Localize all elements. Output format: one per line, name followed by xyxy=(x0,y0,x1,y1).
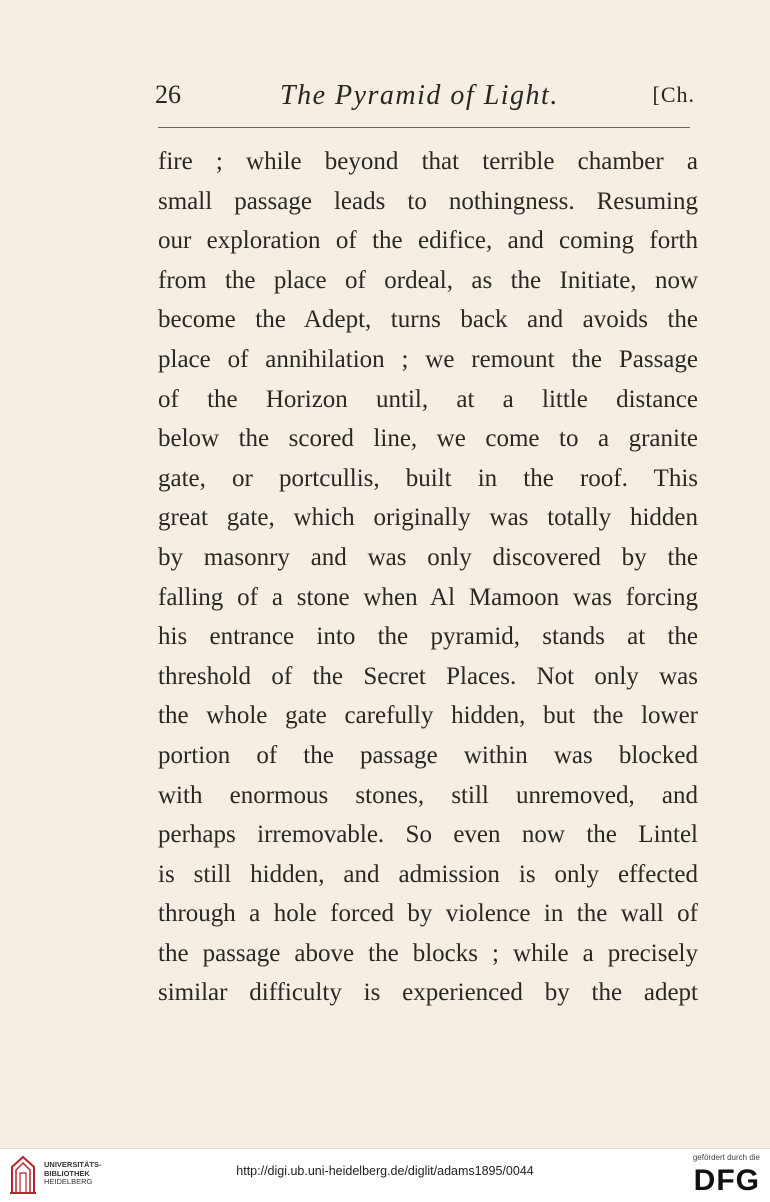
page-number: 26 xyxy=(155,80,181,109)
funded-by-label: gefördert durch die xyxy=(692,1153,760,1162)
text-line: gate, or portcullis, built in the roof. This xyxy=(158,464,698,492)
text-line: place of annihilation ; we remount the Passage xyxy=(158,345,698,373)
text-line: below the scored line, we come to a granite xyxy=(158,425,698,453)
text-line: our exploration of the edifice, and coming forth xyxy=(158,227,698,255)
text-line: falling of a stone when Al Mamoon was forcing xyxy=(158,583,698,611)
text-line: from the place of ordeal, as the Initiate, now xyxy=(158,266,698,294)
text-line: through a hole forced by violence in the wall of xyxy=(158,900,698,928)
permalink-url[interactable]: http://digi.ub.uni-heidelberg.de/diglit/adams1895/0044 xyxy=(236,1164,534,1178)
text-line: the whole gate carefully hidden, but the lower xyxy=(158,702,698,730)
running-header xyxy=(155,80,695,118)
text-line: fire ; while beyond that terrible chamber a xyxy=(158,148,698,175)
text-line: his entrance into the pyramid, stands at the xyxy=(158,623,698,651)
text-line: similar difficulty is experienced by the adept xyxy=(158,979,698,1007)
text-line: of the Horizon until, at a little distance xyxy=(158,385,698,413)
dfg-logo: DFG xyxy=(693,1164,760,1197)
text-line: portion of the passage within was blocked xyxy=(158,741,698,769)
library-name: UNIVERSITÄTS- BIBLIOTHEK HEIDELBERG xyxy=(44,1160,102,1186)
text-line: by masonry and was only discovered by the xyxy=(158,543,698,571)
text-line: perhaps irremovable. So even now the Lintel xyxy=(158,821,698,849)
body-text xyxy=(158,142,698,1013)
text-line: become the Adept, turns back and avoids the xyxy=(158,306,698,334)
text-line: great gate, which originally was totally hidden xyxy=(158,504,698,532)
chapter-mark: [Ch. xyxy=(652,82,695,107)
digitization-footer xyxy=(0,1148,770,1202)
text-line: with enormous stones, still unremoved, and xyxy=(158,781,698,809)
text-line: threshold of the Secret Places. Not only was xyxy=(158,662,698,690)
text-line: is still hidden, and admission is only effected xyxy=(158,860,698,888)
header-rule xyxy=(158,127,690,128)
text-line: the passage above the blocks ; while a precisely xyxy=(158,939,698,967)
running-title: The Pyramid of Light. xyxy=(280,80,559,111)
text-line: small passage leads to nothingness. Resuming xyxy=(158,187,698,215)
